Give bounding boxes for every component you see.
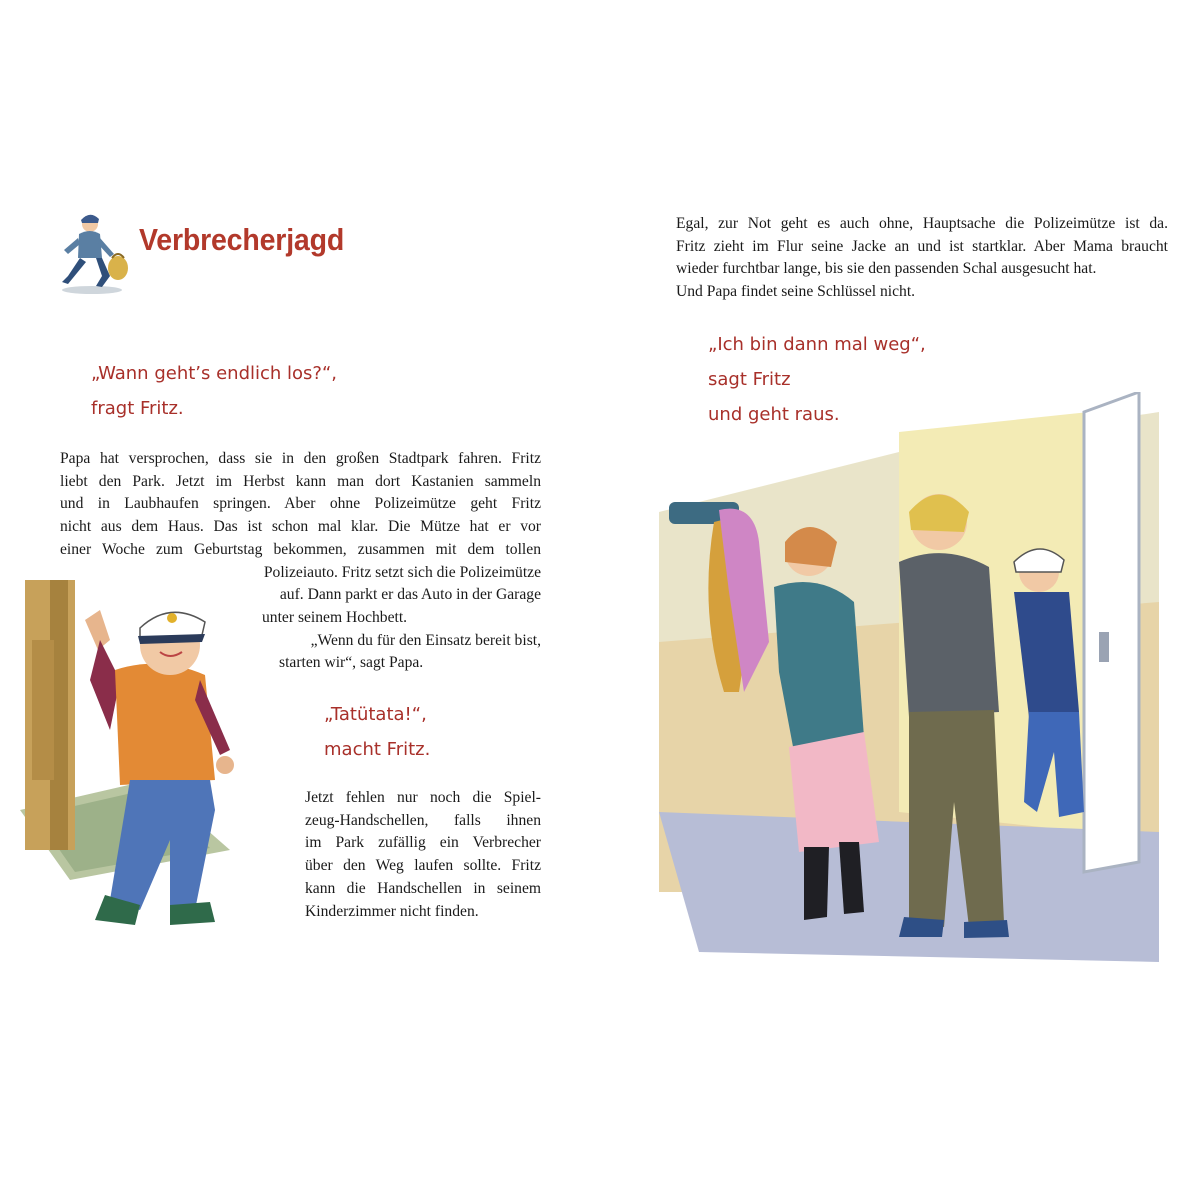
speech-line: fragt Fritz. xyxy=(91,398,184,419)
left-paragraph-2 xyxy=(305,787,541,923)
right-page xyxy=(593,0,1187,1187)
speech-line: „Wann geht’s endlich los?“, xyxy=(91,363,338,384)
speech-line: sagt Fritz xyxy=(708,369,791,390)
text-line: Kinderzimmer nicht finden. xyxy=(305,902,479,920)
speech-wann-gehts xyxy=(91,356,337,426)
speech-line: „Ich bin dann mal weg“, xyxy=(708,334,926,355)
speech-line: und geht raus. xyxy=(708,404,840,425)
text-line: auf. Dann parkt er das Auto in der Garage xyxy=(279,586,541,604)
running-boy-with-bag-icon xyxy=(52,210,132,296)
text-line: Jetzt fehlen nur noch die Spiel- xyxy=(305,789,541,806)
right-paragraph-1 xyxy=(676,213,1168,304)
text-line: Fritz zieht im Flur seine Jacke an und ist startklar. Aber Mama braucht xyxy=(676,237,1168,255)
text-line: im Park zufällig ein Verbrecher xyxy=(305,834,541,852)
text-line: Papa hat versprochen, dass sie in den großen Stadtpark fahren. Fritz xyxy=(60,450,541,467)
text-line: Egal, zur Not geht es auch ohne, Hauptsache die Polizeimütze ist da. xyxy=(676,215,1168,232)
text-line: kann die Handschellen in seinem xyxy=(305,879,541,897)
left-page xyxy=(0,0,593,1187)
text-line: wieder furchtbar lange, bis sie den passenden Schal ausgesucht hat. xyxy=(676,260,1097,278)
speech-line: „Tatütata!“, xyxy=(324,704,427,725)
chapter-title: Verbrecherjagd xyxy=(139,222,345,257)
text-line: „Wenn du für den Einsatz bereit bist, xyxy=(310,631,541,649)
text-line: nicht aus dem Haus. Das ist schon mal klar. Die Mütze hat er vor xyxy=(60,518,541,536)
text-line: unter seinem Hochbett. xyxy=(262,608,408,626)
speech-line: macht Fritz. xyxy=(324,739,431,760)
hallway-illustration xyxy=(659,392,1159,962)
left-paragraph-1 xyxy=(60,448,541,675)
text-line: Und Papa findet seine Schlüssel nicht. xyxy=(676,283,916,301)
text-line: über den Weg laufen sollte. Fritz xyxy=(305,857,541,875)
text-line: Polizeiauto. Fritz setzt sich die Polizeimütze xyxy=(263,563,541,581)
speech-tatutata xyxy=(324,697,430,767)
text-line: zeug-Handschellen, falls ihnen xyxy=(305,811,541,829)
text-line: starten wir“, sagt Papa. xyxy=(279,654,424,672)
text-line: und in Laubhaufen springen. Aber ohne Polizeimütze geht Fritz xyxy=(60,495,541,513)
text-line: einer Woche zum Geburtstag bekommen, zusammen mit dem tollen xyxy=(60,540,541,558)
text-line: liebt den Park. Jetzt im Herbst kann man dort Kastanien sammeln xyxy=(60,472,541,490)
